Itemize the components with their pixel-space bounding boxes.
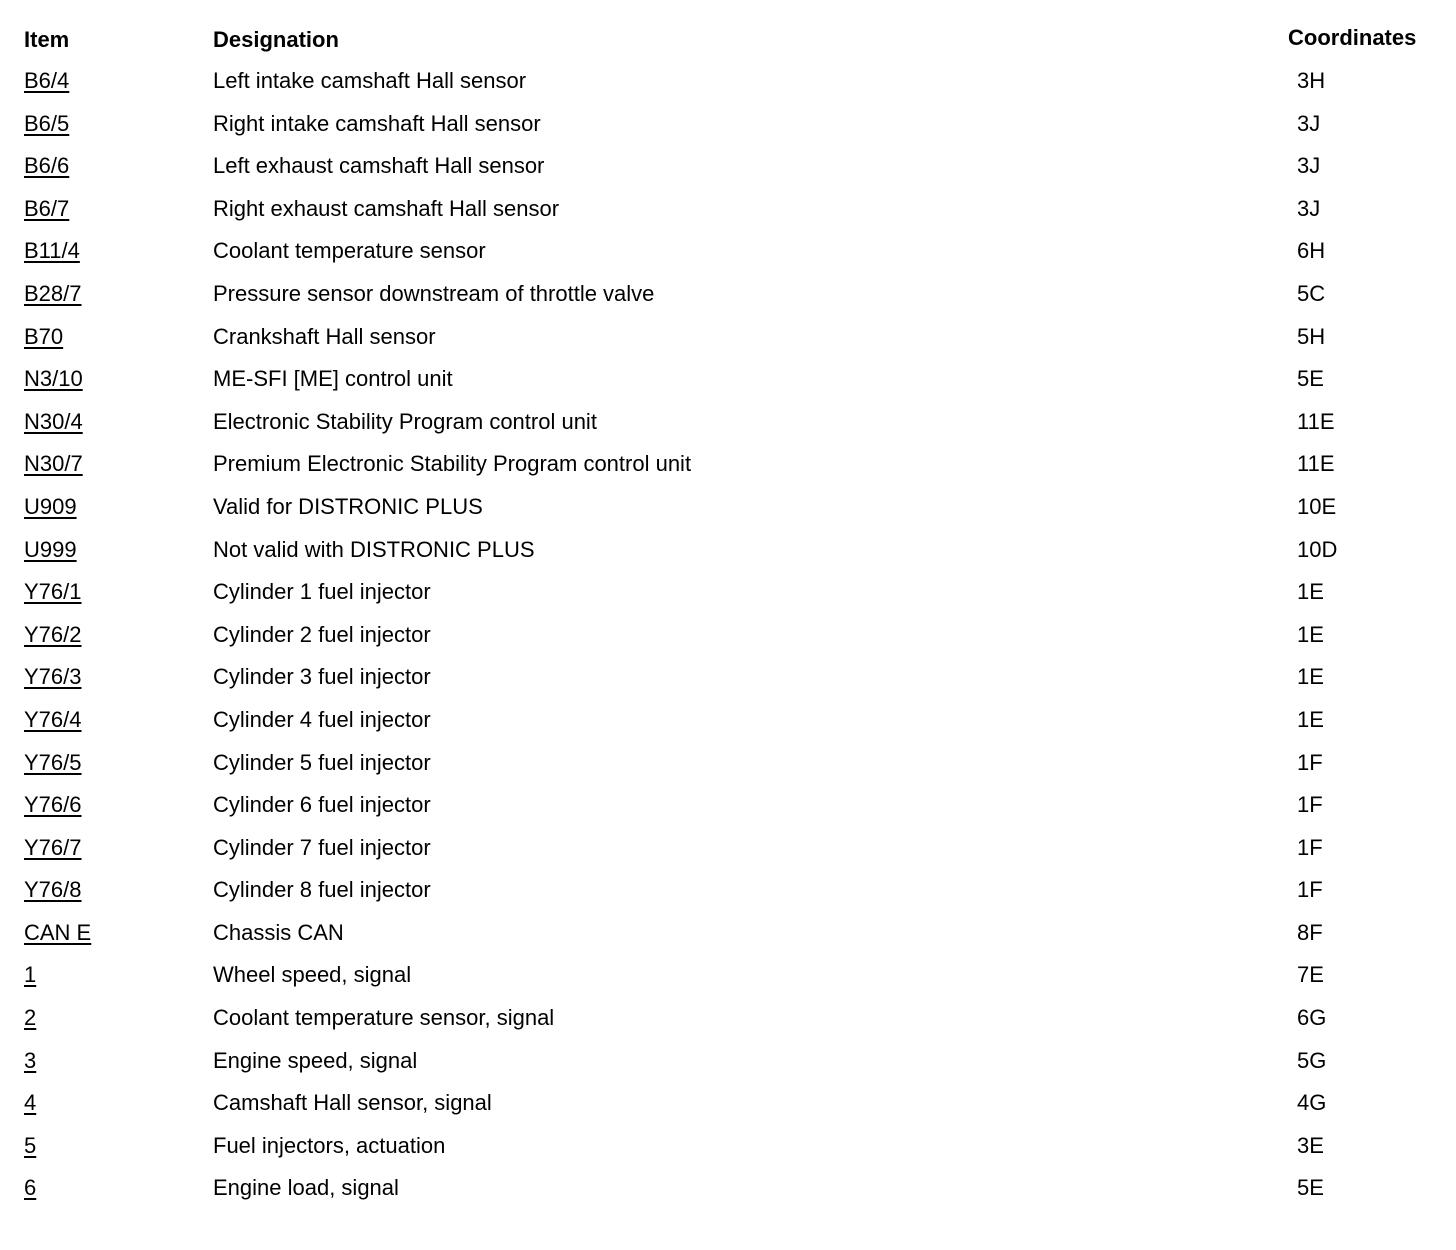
designation-cell: Chassis CAN xyxy=(213,919,344,945)
designation-cell: Not valid with DISTRONIC PLUS xyxy=(213,536,535,562)
coordinates-cell: 11E xyxy=(1297,451,1335,477)
table-row xyxy=(0,105,1456,148)
designation-cell: Coolant temperature sensor, signal xyxy=(213,1005,555,1031)
table-row xyxy=(0,147,1456,190)
item-link[interactable]: U909 xyxy=(24,493,77,519)
column-header-item: Item xyxy=(24,27,70,52)
item-link[interactable]: Y76/2 xyxy=(24,621,82,647)
coordinates-cell: 3J xyxy=(1297,195,1321,221)
table-row xyxy=(0,531,1456,574)
coordinates-cell: 5H xyxy=(1297,323,1326,349)
coordinates-cell: 1F xyxy=(1297,877,1323,903)
coordinates-cell: 11E xyxy=(1297,408,1335,434)
table-row xyxy=(0,744,1456,787)
column-header-coordinates: Coordinates xyxy=(1288,25,1417,50)
designation-cell: Cylinder 5 fuel injector xyxy=(213,749,431,775)
table-row xyxy=(0,275,1456,318)
item-link[interactable]: N3/10 xyxy=(24,366,83,392)
coordinates-cell: 1F xyxy=(1297,792,1323,818)
designation-cell: Engine load, signal xyxy=(213,1175,399,1201)
table-row xyxy=(0,658,1456,701)
coordinates-cell: 4G xyxy=(1297,1090,1327,1116)
designation-cell: Fuel injectors, actuation xyxy=(213,1132,446,1158)
designation-cell: Cylinder 7 fuel injector xyxy=(213,834,431,860)
designation-cell: Crankshaft Hall sensor xyxy=(213,323,436,349)
designation-cell: Camshaft Hall sensor, signal xyxy=(213,1090,492,1116)
coordinates-cell: 5C xyxy=(1297,280,1326,306)
table-row xyxy=(0,190,1456,233)
coordinates-cell: 1E xyxy=(1297,621,1324,647)
item-link[interactable]: Y76/4 xyxy=(24,706,82,732)
item-link[interactable]: B6/5 xyxy=(24,110,70,136)
table-row xyxy=(0,62,1456,105)
table-row xyxy=(0,403,1456,446)
coordinates-cell: 5E xyxy=(1297,366,1324,392)
designation-cell: Valid for DISTRONIC PLUS xyxy=(213,493,483,519)
designation-cell: Cylinder 8 fuel injector xyxy=(213,877,431,903)
designation-cell: Coolant temperature sensor xyxy=(213,238,486,264)
table-row xyxy=(0,701,1456,744)
table-row xyxy=(0,1169,1456,1212)
coordinates-cell: 1E xyxy=(1297,579,1324,605)
table-row xyxy=(0,573,1456,616)
coordinates-cell: 10E xyxy=(1297,493,1337,519)
item-link[interactable]: Y76/6 xyxy=(24,792,82,818)
item-link[interactable]: Y76/3 xyxy=(24,664,82,690)
table-header xyxy=(0,0,1456,62)
designation-cell: Cylinder 4 fuel injector xyxy=(213,706,431,732)
designation-cell: Cylinder 1 fuel injector xyxy=(213,579,431,605)
item-link[interactable]: U999 xyxy=(24,536,77,562)
column-header-designation: Designation xyxy=(213,27,339,52)
item-link[interactable]: 3 xyxy=(24,1047,37,1073)
designation-cell: Cylinder 3 fuel injector xyxy=(213,664,431,690)
table-row xyxy=(0,956,1456,999)
coordinates-cell: 5E xyxy=(1297,1175,1324,1201)
coordinates-cell: 3H xyxy=(1297,68,1326,93)
table-row xyxy=(0,1042,1456,1085)
item-link[interactable]: Y76/8 xyxy=(24,877,82,903)
item-link[interactable]: 5 xyxy=(24,1132,37,1158)
designation-cell: Cylinder 6 fuel injector xyxy=(213,792,431,818)
item-link[interactable]: B70 xyxy=(24,323,64,349)
designation-cell: ME-SFI [ME] control unit xyxy=(213,366,453,392)
coordinates-cell: 5G xyxy=(1297,1047,1327,1073)
item-link[interactable]: Y76/1 xyxy=(24,579,82,605)
coordinates-cell: 1F xyxy=(1297,834,1323,860)
coordinates-cell: 3J xyxy=(1297,153,1321,179)
designation-cell: Left exhaust camshaft Hall sensor xyxy=(213,153,545,179)
coordinates-cell: 6H xyxy=(1297,238,1326,264)
coordinates-cell: 8F xyxy=(1297,919,1323,945)
table-row xyxy=(0,914,1456,957)
designation-cell: Wheel speed, signal xyxy=(213,962,412,988)
table-row xyxy=(0,232,1456,275)
coordinates-cell: 1F xyxy=(1297,749,1323,775)
table-row xyxy=(0,829,1456,872)
item-link[interactable]: B11/4 xyxy=(24,238,80,264)
item-link[interactable]: B28/7 xyxy=(24,280,82,306)
coordinates-cell: 3E xyxy=(1297,1132,1324,1158)
table-row xyxy=(0,318,1456,361)
coordinates-cell: 3J xyxy=(1297,110,1321,136)
item-link[interactable]: B6/6 xyxy=(24,153,70,179)
item-link[interactable]: N30/7 xyxy=(24,451,83,477)
item-link[interactable]: 6 xyxy=(24,1175,37,1201)
item-link[interactable]: 4 xyxy=(24,1090,37,1116)
designation-cell: Cylinder 2 fuel injector xyxy=(213,621,431,647)
item-link[interactable]: CAN E xyxy=(24,919,92,945)
designation-cell: Pressure sensor downstream of throttle valve xyxy=(213,280,655,306)
designation-cell: Engine speed, signal xyxy=(213,1047,418,1073)
item-link[interactable]: Y76/5 xyxy=(24,749,82,775)
item-link[interactable]: 2 xyxy=(24,1005,37,1031)
item-link[interactable]: 1 xyxy=(24,962,37,988)
designation-cell: Electronic Stability Program control unit xyxy=(213,408,597,434)
coordinates-cell: 1E xyxy=(1297,664,1324,690)
table-row xyxy=(0,999,1456,1042)
item-link[interactable]: B6/7 xyxy=(24,195,70,221)
designation-cell: Premium Electronic Stability Program control unit xyxy=(213,451,692,477)
coordinates-cell: 10D xyxy=(1297,536,1338,562)
table-row xyxy=(0,1084,1456,1127)
designation-cell: Right exhaust camshaft Hall sensor xyxy=(213,195,560,221)
item-link[interactable]: N30/4 xyxy=(24,408,83,434)
table-body xyxy=(0,62,1456,1212)
table-row xyxy=(0,488,1456,531)
table-row xyxy=(0,1127,1456,1170)
coordinates-cell: 7E xyxy=(1297,962,1324,988)
item-link[interactable]: Y76/7 xyxy=(24,834,82,860)
table-row xyxy=(0,871,1456,914)
table-row xyxy=(0,360,1456,403)
item-link[interactable]: B6/4 xyxy=(24,68,70,93)
table-row xyxy=(0,445,1456,488)
table-row xyxy=(0,786,1456,829)
coordinates-cell: 6G xyxy=(1297,1005,1327,1031)
coordinates-cell: 1E xyxy=(1297,706,1324,732)
table-row xyxy=(0,616,1456,659)
designation-cell: Right intake camshaft Hall sensor xyxy=(213,110,541,136)
designation-cell: Left intake camshaft Hall sensor xyxy=(213,68,527,93)
